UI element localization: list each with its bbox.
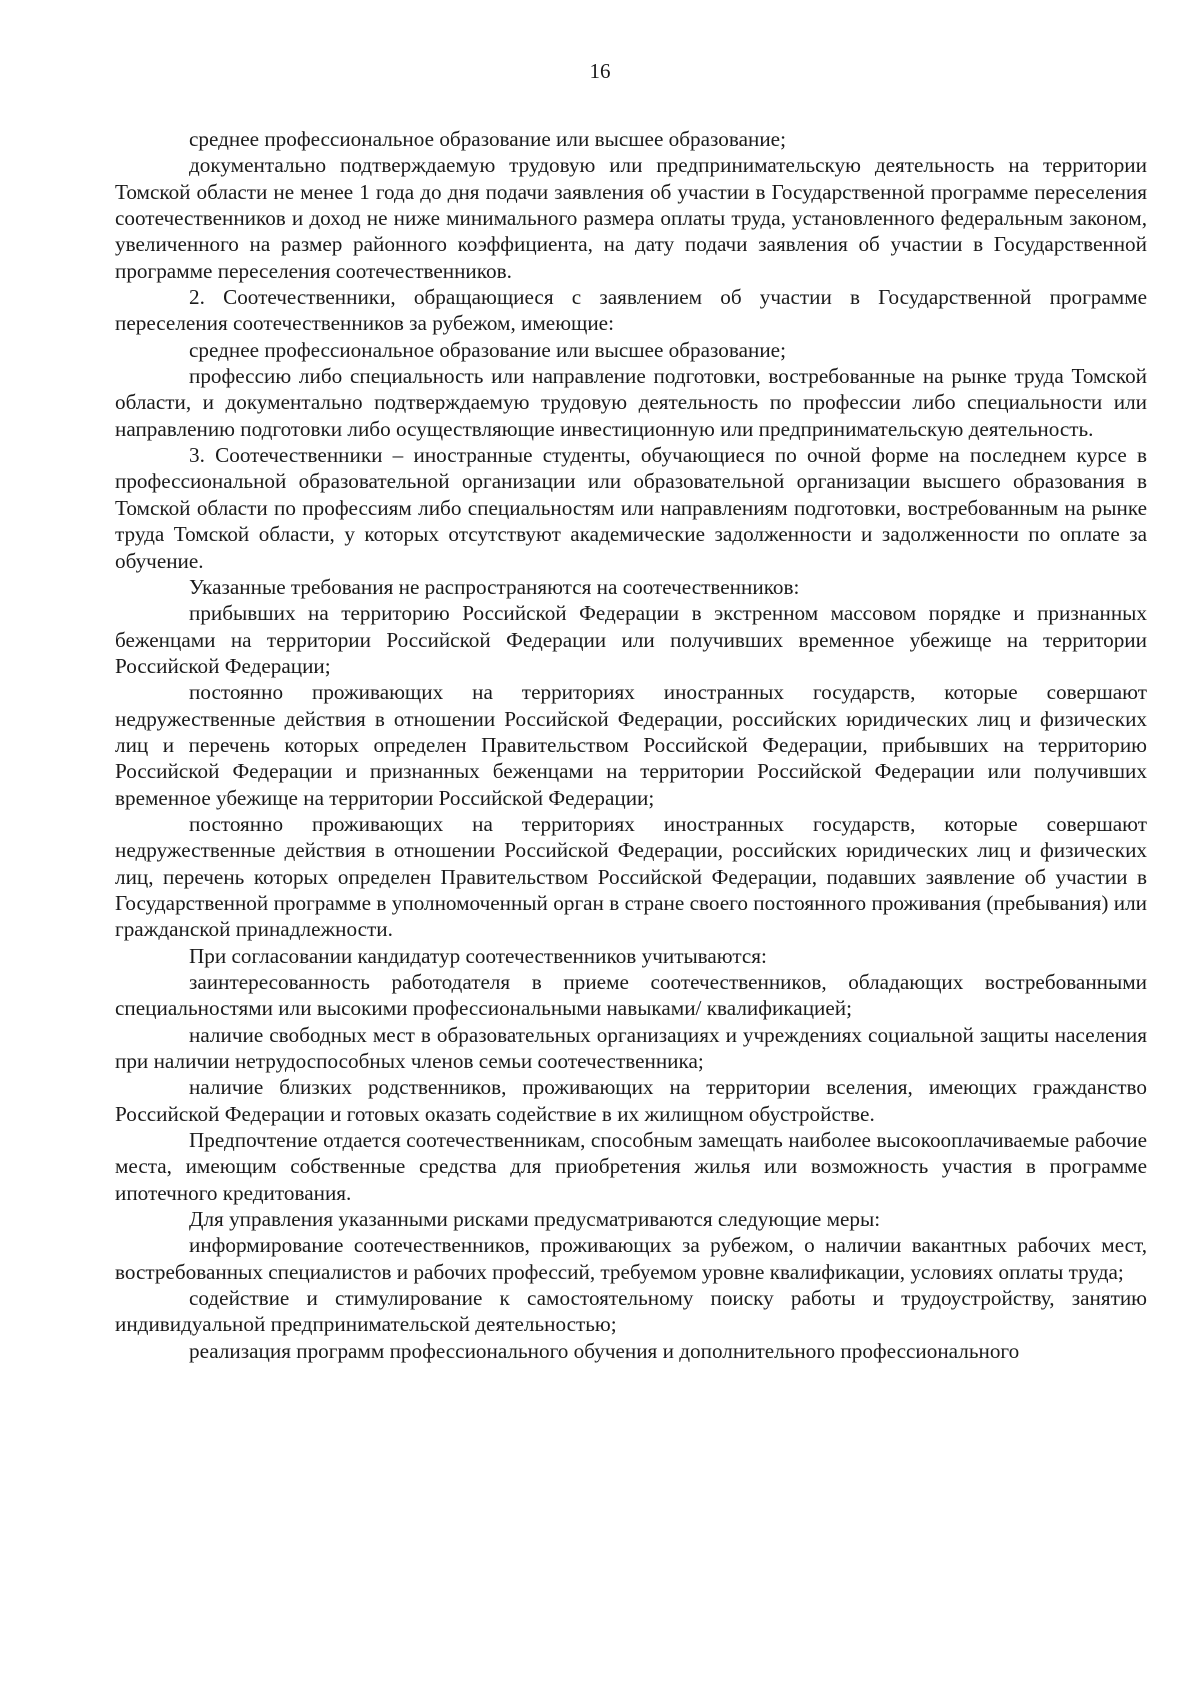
paragraph-close-relatives: наличие близких родственников, проживающих на территории вселения, имеющих гражданство Российской Федерации и готовых оказать содействие в их жилищном обустройстве.: [115, 1075, 1147, 1126]
paragraph-employment-requirement: документально подтверждаемую трудовую или предпринимательскую деятельность на территории Томской области не менее 1 года до дня подачи заявления об участии в Государственной программе переселения соотечественников и доход не ниже минимального размера оплаты труда, установленного федеральным законом, увеличенного на размер районного коэффициента, на дату подачи заявления об участии в Государственной программе переселения соотечественников.: [115, 153, 1147, 283]
paragraph-preference: Предпочтение отдается соотечественникам, способным замещать наиболее высокооплачиваемые рабочие места, имеющим собственные средства для приобретения жилья или возможность участия в программе ипотечного кредитования.: [115, 1128, 1147, 1205]
paragraph-employer-interest: заинтересованность работодателя в приеме соотечественников, обладающих востребованными специальностями или высокими профессиональными навыками/ квалификацией;: [115, 970, 1147, 1021]
paragraph-item-2: 2. Соотечественники, обращающиеся с заявлением об участии в Государственной программе переселения соотечественников за рубежом, имеющие:: [115, 285, 1147, 336]
paragraph-item-3: 3. Соотечественники – иностранные студенты, обучающиеся по очной форме на последнем курсе в профессиональной образовательной организации или образовательной организации высшего образования в Томской области по профессиям либо специальностям или направлениям подготовки, востребованным на рынке труда Томской области, у которых отсутствуют академические задолженности и задолженности по оплате за обучение.: [115, 443, 1147, 573]
paragraph-exemptions-intro: Указанные требования не распространяются на соотечественников:: [189, 574, 800, 599]
paragraph-exemption-unfriendly-states-refugees: постоянно проживающих на территориях иностранных государств, которые совершают недружественные действия в отношении Российской Федерации, российских юридических лиц и физических лиц и перечень которых определен Правительством Российской Федерации, прибывших на территорию Российской Федерации и признанных беженцами на территории Российской Федерации или получивших временное убежище на территории Российской Федерации;: [115, 680, 1147, 810]
paragraph-measure-job-search: содействие и стимулирование к самостоятельному поиску работы и трудоустройству, занятию индивидуальной предпринимательской деятельностью;: [115, 1286, 1147, 1337]
paragraph-exemption-unfriendly-states-applicants: постоянно проживающих на территориях иностранных государств, которые совершают недружественные действия в отношении Российской Федерации, российских юридических лиц и физических лиц, перечень которых определен Правительством Российской Федерации, подавших заявление об участии в Государственной программе в уполномоченный орган в стране своего постоянного проживания (пребывания) или гражданской принадлежности.: [115, 811, 1147, 942]
paragraph-exemption-refugees: прибывших на территорию Российской Федерации в экстренном массовом порядке и признанных беженцами на территории Российской Федерации или получивших временное убежище на территории Российской Федерации;: [115, 601, 1147, 678]
paragraph-free-places: наличие свободных мест в образовательных организациях и учреждениях социальной защиты населения при наличии нетрудоспособных членов семьи соотечественника;: [115, 1022, 1147, 1074]
paragraph-profession-requirement: профессию либо специальность или направление подготовки, востребованные на рынке труда Томской области, и документально подтверждаемую трудовую деятельность по профессии либо специальности или направлению подготовки либо осуществляющие инвестиционную или предпринимательскую деятельность.: [115, 364, 1147, 441]
paragraph-education-requirement: среднее профессиональное образование или высшее образование;: [189, 127, 786, 151]
paragraph-risk-measures-intro: Для управления указанными рисками предусматриваются следующие меры:: [189, 1207, 881, 1232]
paragraph-candidacy-intro: При согласовании кандидатур соотечественников учитываются:: [189, 943, 767, 968]
paragraph-measure-training: реализация программ профессионального обучения и дополнительного профессионального: [189, 1338, 1020, 1363]
paragraph-education-requirement-2: среднее профессиональное образование или высшее образование;: [189, 337, 786, 362]
page-number: 16: [589, 59, 611, 83]
document-body: [115, 126, 1147, 1364]
paragraph-measure-informing: информирование соотечественников, проживающих за рубежом, о наличии вакантных рабочих мест, востребованных специалистов и рабочих профессий, требуемом уровне квалификации, условиях оплаты труда;: [115, 1233, 1147, 1284]
